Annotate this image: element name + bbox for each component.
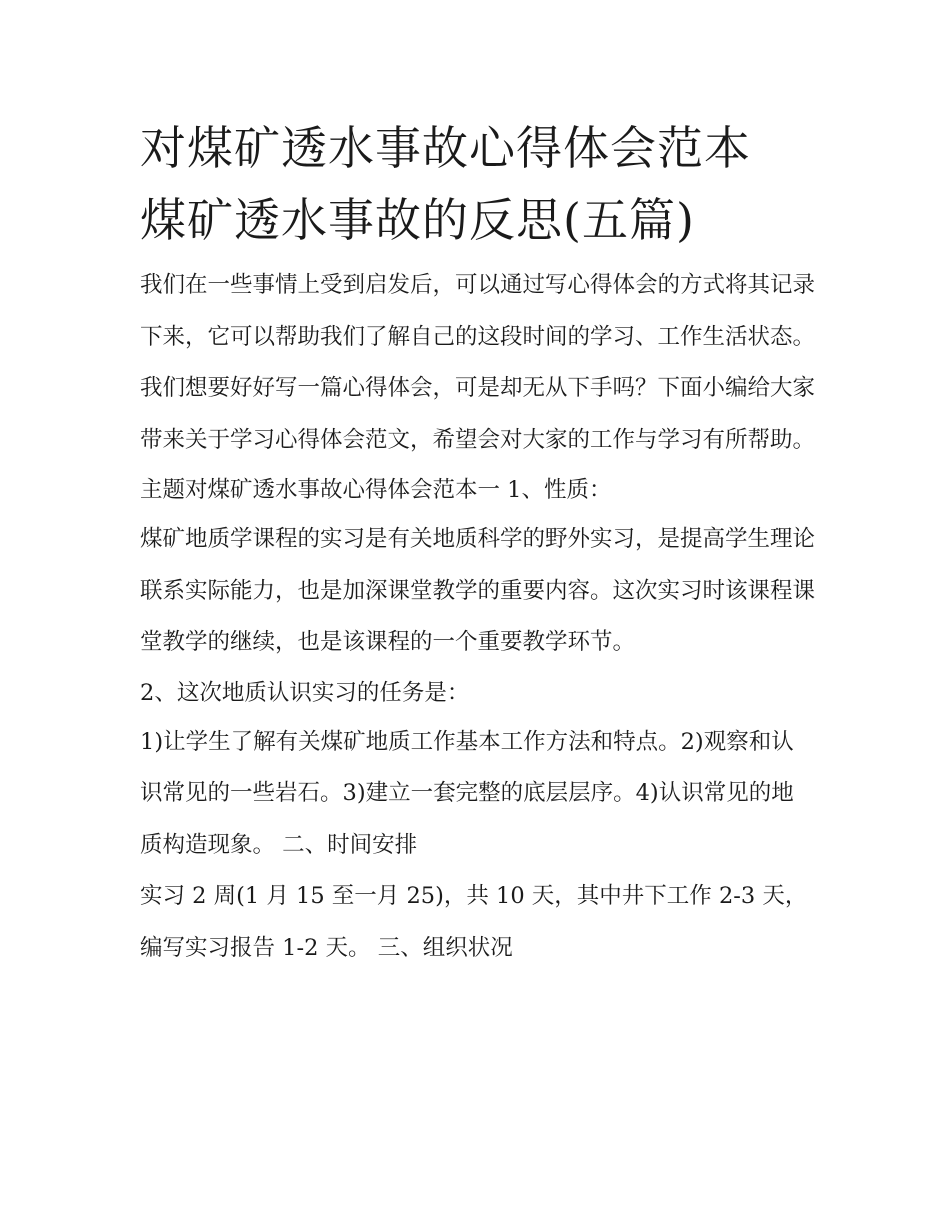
title-line-1: 对煤矿透水事故心得体会范本 [140, 121, 751, 175]
nature-paragraph: 煤矿地质学课程的实习是有关地质科学的野外实习，是提高学生理论联系实际能力，也是加深课堂教学的重要内容。这次实习时该课程课堂教学的继续，也是该课程的一个重要教学环节。 [140, 526, 816, 655]
section-heading-nature: 主题对煤矿透水事故心得体会范本一 1、性质： [140, 477, 612, 503]
intro-paragraph: 我们在一些事情上受到启发后，可以通过写心得体会的方式将其记录下来，它可以帮助我们了解自己的这段时间的学习、工作生活状态。我们想要好好写一篇心得体会，可是却无从下手吗？下面小编给大家带来关于学习心得体会范文，希望会对大家的工作与学习有所帮助。 [140, 272, 816, 453]
task-heading: 2、这次地质认识实习的任务是： [140, 679, 470, 706]
document-title [140, 112, 816, 256]
document-page [140, 112, 816, 974]
title-line-2: 煤矿透水事故的反思(五篇) [140, 193, 695, 247]
schedule-paragraph: 实习 2 周(1 月 15 至一月 25)，共 10 天，其中井下工作 2-3 天，编写实习报告 1-2 天。 三、组织状况 [140, 883, 808, 961]
task-list-paragraph: 1)让学生了解有关煤矿地质工作基本工作方法和特点。2)观察和认识常见的一些岩石。3)建立一套完整的底层层序。4)认识常见的地质构造现象。 二、时间安排 [140, 728, 794, 858]
